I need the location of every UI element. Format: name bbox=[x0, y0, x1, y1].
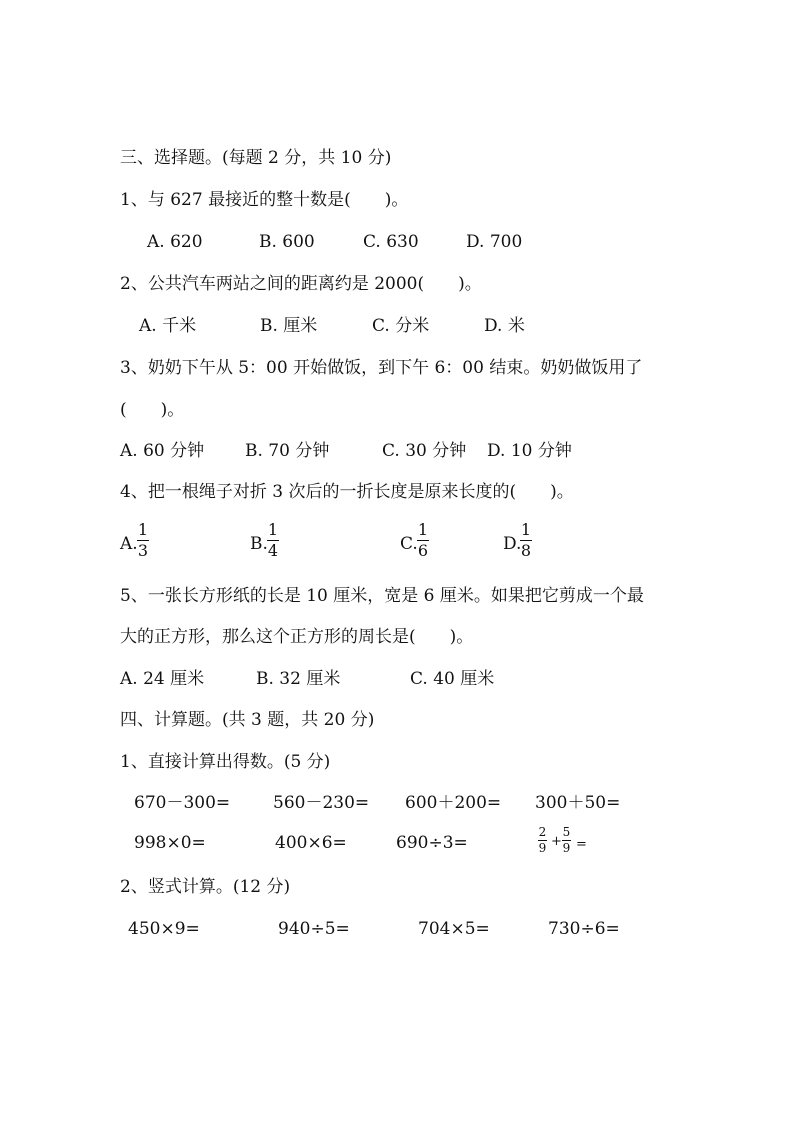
q2-option-a: A. 千米 bbox=[139, 316, 197, 336]
calc-item: 998×0= bbox=[134, 833, 206, 853]
q4-option-c-label: C. bbox=[400, 534, 418, 554]
q1-option-a: A. 620 bbox=[147, 232, 203, 252]
q5-option-b: B. 32 厘米 bbox=[256, 669, 341, 689]
fraction-numerator: 1 bbox=[137, 520, 149, 539]
fraction-numerator: 1 bbox=[520, 520, 532, 539]
calc-plus-sign: + bbox=[551, 834, 562, 849]
fraction-denominator: 9 bbox=[562, 841, 571, 855]
q4-option-d-label: D. bbox=[503, 534, 522, 554]
q2-option-c: C. 分米 bbox=[372, 316, 430, 336]
question-5-text-line2: 大的正方形，那么这个正方形的周长是( )。 bbox=[120, 627, 474, 647]
q3-option-a: A. 60 分钟 bbox=[120, 441, 205, 461]
q4-option-a-label: A. bbox=[120, 534, 138, 554]
q4-option-d-fraction bbox=[520, 521, 532, 560]
fraction-denominator: 6 bbox=[417, 541, 429, 560]
q1-option-b: B. 600 bbox=[259, 232, 315, 252]
calc-item: 300＋50= bbox=[535, 793, 621, 813]
section-4-title: 四、计算题。(共 3 题，共 20 分) bbox=[120, 710, 375, 730]
q1-option-d: D. 700 bbox=[466, 232, 523, 252]
question-2-text: 2、公共汽车两站之间的距离约是 2000( )。 bbox=[120, 274, 482, 294]
q4-option-a-fraction bbox=[137, 521, 149, 560]
q5-option-c: C. 40 厘米 bbox=[410, 669, 495, 689]
section-3-title: 三、选择题。(每题 2 分，共 10 分) bbox=[120, 148, 392, 168]
q3-option-b: B. 70 分钟 bbox=[245, 441, 330, 461]
q3-option-c: C. 30 分钟 bbox=[382, 441, 467, 461]
q4-option-b-label: B. bbox=[250, 534, 268, 554]
calc-fraction-a bbox=[538, 826, 547, 855]
fraction-numerator: 1 bbox=[417, 520, 429, 539]
q4-option-c-fraction bbox=[417, 521, 429, 560]
calc-item: 690÷3= bbox=[396, 833, 468, 853]
question-5-text-line1: 5、一张长方形纸的长是 10 厘米，宽是 6 厘米。如果把它剪成一个最 bbox=[120, 586, 644, 606]
q5-option-a: A. 24 厘米 bbox=[120, 669, 205, 689]
q2-option-d: D. 米 bbox=[484, 316, 525, 336]
question-3-text-line2: ( )。 bbox=[120, 400, 185, 420]
sub-2-title: 2、竖式计算。(12 分) bbox=[120, 877, 291, 897]
calc-item: 940÷5= bbox=[278, 919, 350, 939]
calc-item: 560－230= bbox=[273, 793, 370, 813]
fraction-numerator: 2 bbox=[538, 825, 547, 839]
calc-item: 400×6= bbox=[275, 833, 347, 853]
fraction-denominator: 9 bbox=[538, 841, 547, 855]
fraction-denominator: 3 bbox=[137, 541, 149, 560]
fraction-numerator: 1 bbox=[267, 520, 279, 539]
fraction-numerator: 5 bbox=[562, 825, 571, 839]
calc-item: 730÷6= bbox=[548, 919, 620, 939]
question-4-text: 4、把一根绳子对折 3 次后的一折长度是原来长度的( )。 bbox=[120, 482, 574, 502]
q2-option-b: B. 厘米 bbox=[260, 316, 318, 336]
calc-item: 450×9= bbox=[128, 919, 200, 939]
fraction-denominator: 4 bbox=[267, 541, 279, 560]
question-3-text-line1: 3、奶奶下午从 5：00 开始做饭，到下午 6：00 结束。奶奶做饭用了 bbox=[120, 358, 643, 378]
calc-equals-sign: = bbox=[576, 837, 587, 852]
q4-option-b-fraction bbox=[267, 521, 279, 560]
fraction-denominator: 8 bbox=[520, 541, 532, 560]
calc-item: 600＋200= bbox=[405, 793, 502, 813]
sub-1-title: 1、直接计算出得数。(5 分) bbox=[120, 752, 331, 772]
calc-item: 704×5= bbox=[418, 919, 490, 939]
calc-fraction-b bbox=[562, 826, 571, 855]
calc-item: 670－300= bbox=[134, 793, 231, 813]
q1-option-c: C. 630 bbox=[363, 232, 419, 252]
q3-option-d: D. 10 分钟 bbox=[487, 441, 572, 461]
question-1-text: 1、与 627 最接近的整十数是( )。 bbox=[120, 190, 409, 210]
